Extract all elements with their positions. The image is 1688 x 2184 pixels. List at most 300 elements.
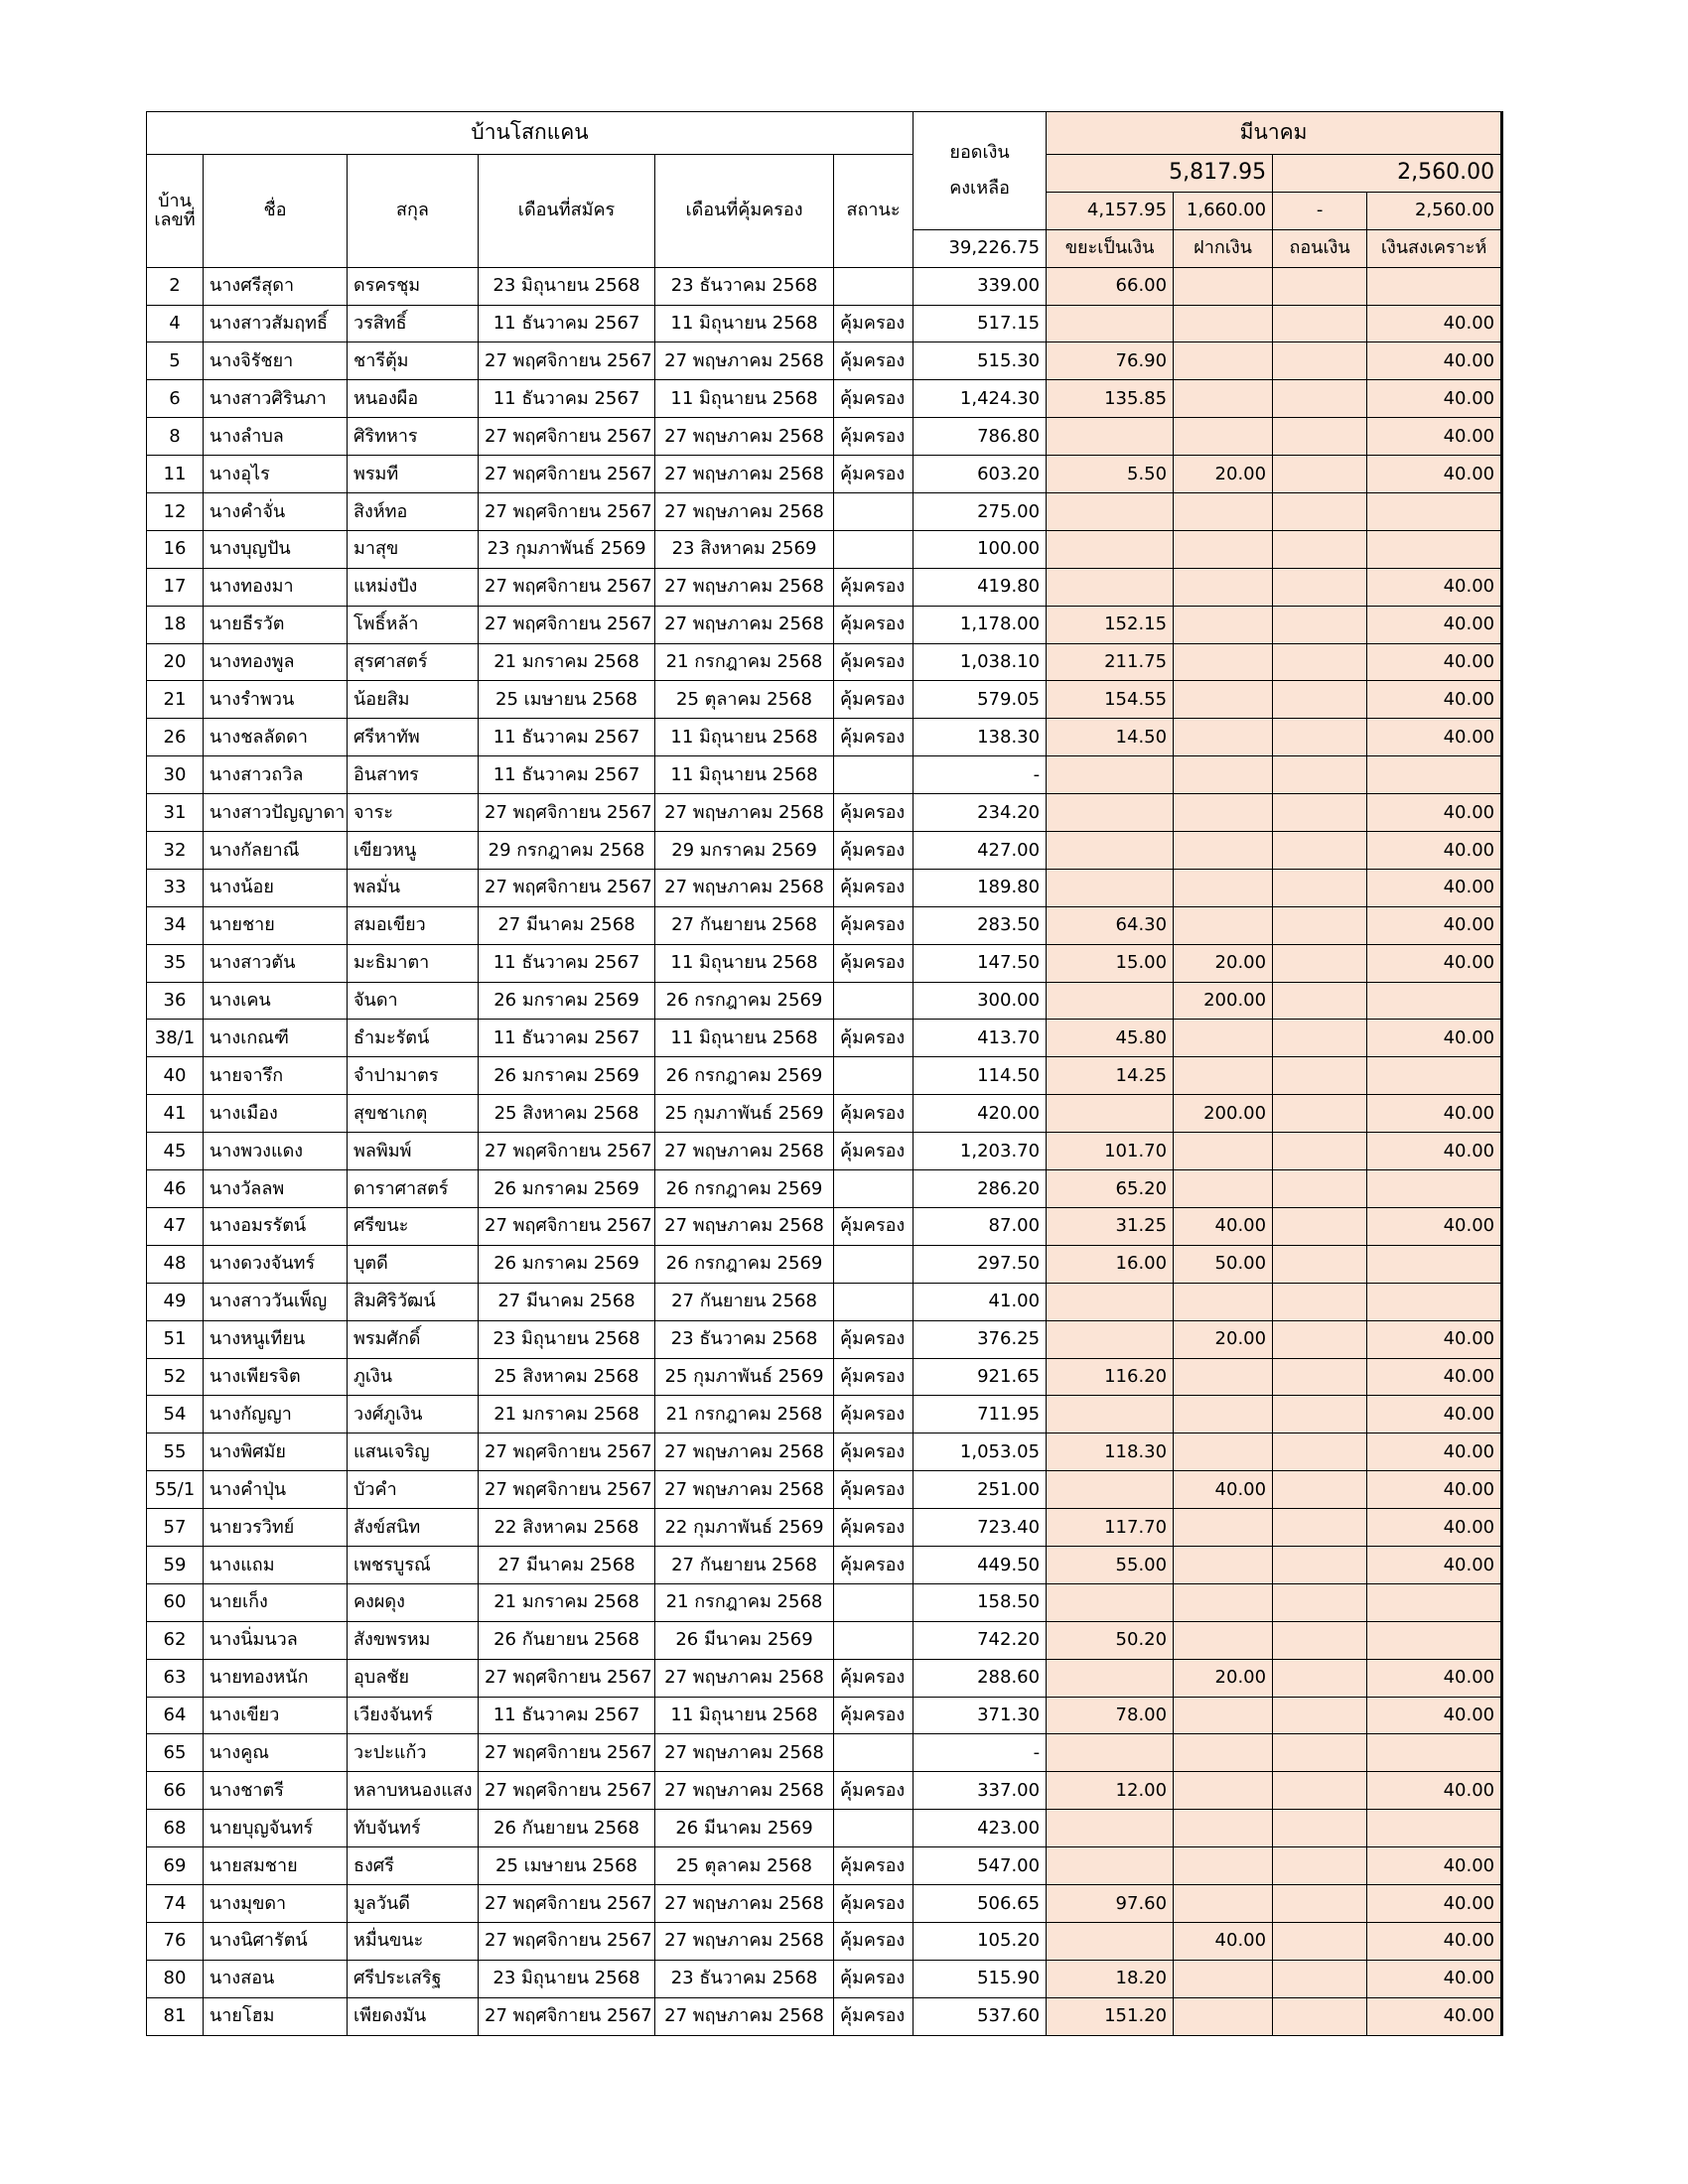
welfare-value: 40.00 [1367, 305, 1502, 342]
surname: สุรศาสตร์ [348, 643, 479, 681]
table-row [147, 1960, 1502, 1997]
table-row [147, 1810, 1502, 1847]
table-row [147, 1245, 1502, 1283]
house-no: 33 [147, 869, 204, 906]
deposit-value: 20.00 [1174, 1659, 1273, 1697]
table-row [147, 267, 1502, 305]
table-row [147, 832, 1502, 870]
surname: จันดา [348, 982, 479, 1020]
waste-value: 64.30 [1047, 906, 1174, 944]
first-name: นายทองหนัก [204, 1659, 348, 1697]
surname: อินสาทร [348, 756, 479, 794]
first-name: นางสอน [204, 1960, 348, 1997]
status [834, 493, 914, 531]
waste-value [1047, 794, 1174, 832]
apply-month: 11 ธันวาคม 2567 [479, 305, 655, 342]
waste-value: 65.20 [1047, 1170, 1174, 1208]
welfare-value [1367, 1734, 1502, 1772]
balance: 515.30 [914, 342, 1047, 380]
surname: วงศ์ภูเงิน [348, 1396, 479, 1433]
cover-month: 27 พฤษภาคม 2568 [655, 1884, 834, 1922]
apply-month: 26 กันยายน 2568 [479, 1621, 655, 1659]
withdraw-value [1273, 1170, 1367, 1208]
waste-value: 18.20 [1047, 1960, 1174, 1997]
surname: ชารีตุ้ม [348, 342, 479, 380]
withdraw-value [1273, 1884, 1367, 1922]
status: คุ้มครอง [834, 1509, 914, 1547]
balance: 921.65 [914, 1358, 1047, 1396]
surname: ดาราศาสตร์ [348, 1170, 479, 1208]
welfare-value: 40.00 [1367, 869, 1502, 906]
waste-value [1047, 1396, 1174, 1433]
surname: อุบลชัย [348, 1659, 479, 1697]
table-row [147, 418, 1502, 456]
apply-month: 27 พฤศจิกายน 2567 [479, 1734, 655, 1772]
first-name: นางคำจั่น [204, 493, 348, 531]
table-row [147, 1583, 1502, 1621]
status [834, 1283, 914, 1320]
waste-value: 12.00 [1047, 1772, 1174, 1810]
deposit-value [1174, 568, 1273, 606]
surname: น้อยสิม [348, 681, 479, 719]
deposit-value: 50.00 [1174, 1245, 1273, 1283]
waste-value: 118.30 [1047, 1433, 1174, 1471]
withdraw-value [1273, 380, 1367, 418]
surname: หลาบหนองแสง [348, 1772, 479, 1810]
house-no: 54 [147, 1396, 204, 1433]
withdraw-value [1273, 606, 1367, 643]
apply-month: 27 พฤศจิกายน 2567 [479, 1133, 655, 1170]
status: คุ้มครอง [834, 1697, 914, 1734]
table-row [147, 982, 1502, 1020]
balance: 147.50 [914, 944, 1047, 982]
deposit-value [1174, 719, 1273, 756]
deposit-header: ฝากเงิน [1174, 229, 1273, 267]
balance: 420.00 [914, 1095, 1047, 1133]
withdraw-header: ถอนเงิน [1273, 229, 1367, 267]
waste-value [1047, 1659, 1174, 1697]
apply-month: 23 มิถุนายน 2568 [479, 267, 655, 305]
status [834, 982, 914, 1020]
balance: 189.80 [914, 869, 1047, 906]
house-no: 2 [147, 267, 204, 305]
cover-month: 27 กันยายน 2568 [655, 1546, 834, 1583]
balance-header-line1: ยอดเงิน [949, 142, 1010, 164]
welfare-value: 40.00 [1367, 342, 1502, 380]
name-header: ชื่อ [204, 155, 348, 268]
welfare-value [1367, 1583, 1502, 1621]
waste-value: 152.15 [1047, 606, 1174, 643]
status: คุ้มครอง [834, 1884, 914, 1922]
surname-header: สกุล [348, 155, 479, 268]
apply-month: 27 พฤศจิกายน 2567 [479, 568, 655, 606]
cover-month: 26 กรกฎาคม 2569 [655, 1245, 834, 1283]
cover-month: 27 พฤษภาคม 2568 [655, 1433, 834, 1471]
table-row [147, 719, 1502, 756]
balance: 234.20 [914, 794, 1047, 832]
sum-welfare2: 2,560.00 [1367, 192, 1502, 229]
apply-month: 25 เมษายน 2568 [479, 1847, 655, 1885]
house-no-header-line2: เลขที่ [154, 209, 196, 231]
first-name: นางอมรรัตน์ [204, 1207, 348, 1245]
cover-month: 27 พฤษภาคม 2568 [655, 493, 834, 531]
apply-month: 23 กุมภาพันธ์ 2569 [479, 530, 655, 568]
deposit-value [1174, 1546, 1273, 1583]
deposit-value [1174, 1772, 1273, 1810]
first-name: นางบุญปัน [204, 530, 348, 568]
welfare-value: 40.00 [1367, 1960, 1502, 1997]
waste-value: 101.70 [1047, 1133, 1174, 1170]
balance: 105.20 [914, 1922, 1047, 1960]
table-row [147, 1133, 1502, 1170]
house-no: 4 [147, 305, 204, 342]
cover-month: 27 พฤษภาคม 2568 [655, 1659, 834, 1697]
status: คุ้มครอง [834, 944, 914, 982]
house-no: 81 [147, 1997, 204, 2035]
village-title: บ้านโสกแคน [147, 112, 914, 155]
status: คุ้มครอง [834, 1997, 914, 2035]
welfare-value [1367, 1057, 1502, 1095]
house-no: 21 [147, 681, 204, 719]
status: คุ้มครอง [834, 1546, 914, 1583]
first-name: นางสาวสัมฤทธิ์ [204, 305, 348, 342]
welfare-value: 40.00 [1367, 1207, 1502, 1245]
waste-value: 211.75 [1047, 643, 1174, 681]
status: คุ้มครอง [834, 380, 914, 418]
surname: หมื่นขนะ [348, 1922, 479, 1960]
balance: 337.00 [914, 1772, 1047, 1810]
apply-month: 25 สิงหาคม 2568 [479, 1095, 655, 1133]
house-no: 66 [147, 1772, 204, 1810]
waste-value: 154.55 [1047, 681, 1174, 719]
first-name: นางกัลยาณี [204, 832, 348, 870]
status: คุ้มครอง [834, 1020, 914, 1057]
surname: วะปะแก้ว [348, 1734, 479, 1772]
sum-deposit: 5,817.95 [1047, 155, 1273, 193]
surname: ทับจันทร์ [348, 1810, 479, 1847]
welfare-value: 40.00 [1367, 606, 1502, 643]
withdraw-value [1273, 756, 1367, 794]
apply-month: 25 สิงหาคม 2568 [479, 1358, 655, 1396]
apply-month: 27 พฤศจิกายน 2567 [479, 606, 655, 643]
table-row [147, 1621, 1502, 1659]
withdraw-value [1273, 1057, 1367, 1095]
cover-month: 27 พฤษภาคม 2568 [655, 1772, 834, 1810]
first-name: นางหนูเทียน [204, 1320, 348, 1358]
apply-month: 27 มีนาคม 2568 [479, 906, 655, 944]
status [834, 530, 914, 568]
table-row [147, 1057, 1502, 1095]
withdraw-value [1273, 906, 1367, 944]
balance: 100.00 [914, 530, 1047, 568]
cover-month: 25 กุมภาพันธ์ 2569 [655, 1095, 834, 1133]
balance: 547.00 [914, 1847, 1047, 1885]
table-row [147, 342, 1502, 380]
cover-month: 27 พฤษภาคม 2568 [655, 1471, 834, 1509]
apply-month: 26 มกราคม 2569 [479, 982, 655, 1020]
surname: เพียดงมัน [348, 1997, 479, 2035]
withdraw-value [1273, 1997, 1367, 2035]
waste-value [1047, 1734, 1174, 1772]
deposit-value [1174, 1847, 1273, 1885]
cover-month: 23 ธันวาคม 2568 [655, 267, 834, 305]
first-name: นางวัลลพ [204, 1170, 348, 1208]
balance: 376.25 [914, 1320, 1047, 1358]
first-name: นายธีรวัต [204, 606, 348, 643]
first-name: นางเคน [204, 982, 348, 1020]
first-name: นางจิรัชยา [204, 342, 348, 380]
house-no: 18 [147, 606, 204, 643]
withdraw-value [1273, 1471, 1367, 1509]
withdraw-value [1273, 1810, 1367, 1847]
status [834, 1583, 914, 1621]
deposit-value [1174, 756, 1273, 794]
surname: พลมั่น [348, 869, 479, 906]
house-no: 47 [147, 1207, 204, 1245]
table-row [147, 493, 1502, 531]
cover-month: 27 พฤษภาคม 2568 [655, 1133, 834, 1170]
status: คุ้มครอง [834, 643, 914, 681]
first-name: นางเขียว [204, 1697, 348, 1734]
balance: 251.00 [914, 1471, 1047, 1509]
surname: มะธิมาตา [348, 944, 479, 982]
cover-month: 11 มิถุนายน 2568 [655, 305, 834, 342]
balance: 423.00 [914, 1810, 1047, 1847]
welfare-value: 40.00 [1367, 681, 1502, 719]
welfare-value: 40.00 [1367, 1020, 1502, 1057]
balance-header-line2: คงเหลือ [949, 177, 1010, 199]
first-name: นางรำพวน [204, 681, 348, 719]
welfare-value: 40.00 [1367, 1095, 1502, 1133]
withdraw-value [1273, 1283, 1367, 1320]
balance: 711.95 [914, 1396, 1047, 1433]
surname: ศรีขนะ [348, 1207, 479, 1245]
welfare-value [1367, 530, 1502, 568]
first-name: นางสาววันเพ็ญ [204, 1283, 348, 1320]
apply-month: 21 มกราคม 2568 [479, 1583, 655, 1621]
house-no: 30 [147, 756, 204, 794]
deposit-value [1174, 1133, 1273, 1170]
status [834, 1245, 914, 1283]
house-no: 76 [147, 1922, 204, 1960]
welfare-value: 40.00 [1367, 1133, 1502, 1170]
surname: แหม่งปัง [348, 568, 479, 606]
withdraw-value [1273, 1320, 1367, 1358]
house-no: 74 [147, 1884, 204, 1922]
apply-month: 26 มกราคม 2569 [479, 1057, 655, 1095]
waste-value [1047, 1095, 1174, 1133]
cover-month: 26 มีนาคม 2569 [655, 1621, 834, 1659]
apply-month: 27 พฤศจิกายน 2567 [479, 869, 655, 906]
welfare-value [1367, 1283, 1502, 1320]
table-row [147, 681, 1502, 719]
welfare-value: 40.00 [1367, 1320, 1502, 1358]
cover-month: 27 พฤษภาคม 2568 [655, 568, 834, 606]
table-row [147, 1283, 1502, 1320]
house-no: 5 [147, 342, 204, 380]
waste-value: 16.00 [1047, 1245, 1174, 1283]
table-row [147, 1997, 1502, 2035]
apply-month: 27 พฤศจิกายน 2567 [479, 1922, 655, 1960]
deposit-value: 200.00 [1174, 1095, 1273, 1133]
first-name: นางทองพูล [204, 643, 348, 681]
balance: 419.80 [914, 568, 1047, 606]
status: คุ้มครอง [834, 606, 914, 643]
waste-value [1047, 1320, 1174, 1358]
status [834, 756, 914, 794]
waste-value [1047, 756, 1174, 794]
welfare-value [1367, 1170, 1502, 1208]
deposit-value: 40.00 [1174, 1207, 1273, 1245]
withdraw-value [1273, 1583, 1367, 1621]
withdraw-value [1273, 643, 1367, 681]
balance-header [914, 112, 1047, 230]
waste-value: 151.20 [1047, 1997, 1174, 2035]
house-no: 59 [147, 1546, 204, 1583]
deposit-value [1174, 418, 1273, 456]
deposit-value [1174, 681, 1273, 719]
welfare-value: 40.00 [1367, 380, 1502, 418]
waste-value: 66.00 [1047, 267, 1174, 305]
cover-month: 27 พฤษภาคม 2568 [655, 1207, 834, 1245]
month-header: มีนาคม [1047, 112, 1502, 155]
waste-value: 50.20 [1047, 1621, 1174, 1659]
cover-month: 23 สิงหาคม 2569 [655, 530, 834, 568]
house-no: 80 [147, 1960, 204, 1997]
deposit-value [1174, 1810, 1273, 1847]
house-no: 32 [147, 832, 204, 870]
cover-month: 11 มิถุนายน 2568 [655, 380, 834, 418]
house-no: 46 [147, 1170, 204, 1208]
first-name: นายชาย [204, 906, 348, 944]
status: คุ้มครอง [834, 1095, 914, 1133]
table-row [147, 944, 1502, 982]
balance: 288.60 [914, 1659, 1047, 1697]
house-no: 64 [147, 1697, 204, 1734]
house-no: 69 [147, 1847, 204, 1885]
balance: 371.30 [914, 1697, 1047, 1734]
apply-month: 22 สิงหาคม 2568 [479, 1509, 655, 1547]
cover-month: 26 มีนาคม 2569 [655, 1810, 834, 1847]
surname: ภูเงิน [348, 1358, 479, 1396]
withdraw-value [1273, 794, 1367, 832]
cover-month: 21 กรกฎาคม 2568 [655, 1396, 834, 1433]
deposit-value [1174, 1884, 1273, 1922]
deposit-value [1174, 380, 1273, 418]
cover-month: 26 กรกฎาคม 2569 [655, 1057, 834, 1095]
balance: 1,203.70 [914, 1133, 1047, 1170]
first-name: นางกัญญา [204, 1396, 348, 1433]
status: คุ้มครอง [834, 1207, 914, 1245]
welfare-value: 40.00 [1367, 1922, 1502, 1960]
balance: 1,053.05 [914, 1433, 1047, 1471]
balance: 286.20 [914, 1170, 1047, 1208]
status [834, 1170, 914, 1208]
status [834, 1734, 914, 1772]
table-row [147, 1847, 1502, 1885]
withdraw-value [1273, 1509, 1367, 1547]
withdraw-value [1273, 1922, 1367, 1960]
table-row [147, 1734, 1502, 1772]
first-name: นางชลลัดดา [204, 719, 348, 756]
first-name: นายวรวิทย์ [204, 1509, 348, 1547]
house-no: 45 [147, 1133, 204, 1170]
deposit-value [1174, 305, 1273, 342]
withdraw-value [1273, 1621, 1367, 1659]
status [834, 1621, 914, 1659]
apply-month: 27 พฤศจิกายน 2567 [479, 1997, 655, 2035]
house-no: 8 [147, 418, 204, 456]
cover-month: 23 ธันวาคม 2568 [655, 1320, 834, 1358]
deposit-value [1174, 1170, 1273, 1208]
cover-month: 23 ธันวาคม 2568 [655, 1960, 834, 1997]
apply-month: 21 มกราคม 2568 [479, 1396, 655, 1433]
waste-value: 135.85 [1047, 380, 1174, 418]
apply-month: 27 พฤศจิกายน 2567 [479, 1884, 655, 1922]
withdraw-value [1273, 1847, 1367, 1885]
welfare-value: 40.00 [1367, 794, 1502, 832]
welfare-value [1367, 1810, 1502, 1847]
balance: 786.80 [914, 418, 1047, 456]
house-no: 68 [147, 1810, 204, 1847]
first-name: นางพิศมัย [204, 1433, 348, 1471]
apply-month-header: เดือนที่สมัคร [479, 155, 655, 268]
first-name: นางพวงแดง [204, 1133, 348, 1170]
deposit-value [1174, 1960, 1273, 1997]
status: คุ้มครอง [834, 719, 914, 756]
withdraw-value [1273, 418, 1367, 456]
first-name: นางเพียรจิต [204, 1358, 348, 1396]
welfare-value: 40.00 [1367, 1546, 1502, 1583]
apply-month: 26 กันยายน 2568 [479, 1810, 655, 1847]
apply-month: 27 พฤศจิกายน 2567 [479, 418, 655, 456]
deposit-value [1174, 530, 1273, 568]
surname: สุขชาเกตุ [348, 1095, 479, 1133]
deposit-value [1174, 869, 1273, 906]
table-row [147, 1095, 1502, 1133]
waste-value [1047, 1471, 1174, 1509]
balance-total: 39,226.75 [914, 229, 1047, 267]
house-no: 35 [147, 944, 204, 982]
surname: สิมศิริวัฒน์ [348, 1283, 479, 1320]
house-no: 26 [147, 719, 204, 756]
waste-value [1047, 418, 1174, 456]
table-row [147, 1396, 1502, 1433]
surname: ศิริทหาร [348, 418, 479, 456]
apply-month: 27 พฤศจิกายน 2567 [479, 342, 655, 380]
first-name: นางน้อย [204, 869, 348, 906]
table-row [147, 1659, 1502, 1697]
surname: มาสุข [348, 530, 479, 568]
withdraw-value [1273, 1960, 1367, 1997]
table-row [147, 1471, 1502, 1509]
waste-value: 116.20 [1047, 1358, 1174, 1396]
house-no: 60 [147, 1583, 204, 1621]
table-row [147, 1697, 1502, 1734]
waste-value [1047, 305, 1174, 342]
welfare-value [1367, 493, 1502, 531]
waste-value: 45.80 [1047, 1020, 1174, 1057]
withdraw-value [1273, 568, 1367, 606]
surname: ธงศรี [348, 1847, 479, 1885]
first-name: นางสาวถวิล [204, 756, 348, 794]
deposit-value [1174, 606, 1273, 643]
surname: พรมที [348, 456, 479, 493]
status: คุ้มครอง [834, 456, 914, 493]
withdraw-value [1273, 530, 1367, 568]
surname: บัวคำ [348, 1471, 479, 1509]
welfare-value: 40.00 [1367, 906, 1502, 944]
